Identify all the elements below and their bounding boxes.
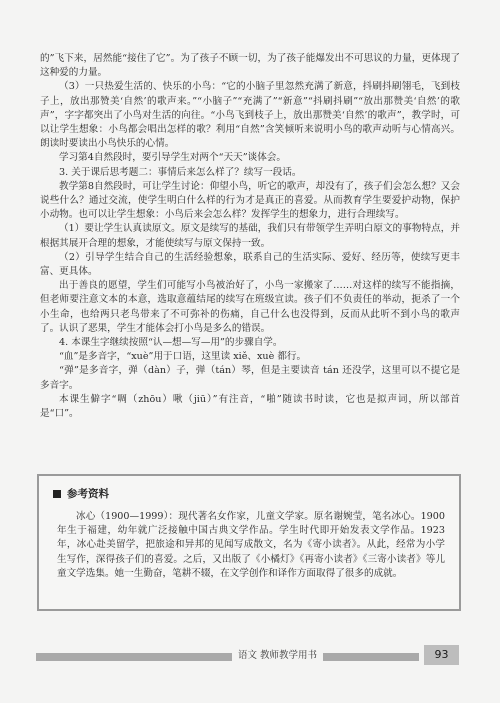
reference-paragraph: 冰心（1900—1999）：现代著名女作家，儿童文学家。原名谢婉莹，笔名冰心。1900年生于福建，幼年就广泛接触中国古典文学作品。学生时代即开始发表文学作品。1923年，冰心赴美留学，把旅途和异邦的见闻写成散文，名为《寄小读者》。从此，经常为小学生写作，深得孩子们的喜爱。之后，又出版了《小橘灯》《再寄小读者》《三寄小读者》等儿童文学选集。她一生勤奋，笔耕不辍，在文学创作和译作方面取得了很多的成就。 <box>57 511 445 579</box>
page-footer <box>36 649 460 663</box>
reference-heading <box>53 486 109 501</box>
paragraph-8: 出于善良的愿望，学生们可能写小鸟被治好了，小鸟一家搬家了……对这样的续写不能指摘，但老师要注意文本的本意，选取意蕴结尾的续写在班级宣读。孩子们不负责任的举动，扼杀了一个小生命，也给两只老鸟带来了不可弥补的伤痛，自己什么也没得到，反而从此听不到小鸟的歌声了。认识了恶果，学生才能体会打小鸟是多么的错误。 <box>40 280 460 334</box>
reference-text <box>57 510 445 581</box>
paragraph-6: （1）要让学生认真读原文。原文是续写的基础，我们只有带领学生弄明白原文的事物特点，并根据其展开合理的想象，才能使续写与原文保持一致。 <box>40 223 460 249</box>
paragraph-11: “弹”是多音字，弹（dàn）子，弹（tán）琴，但是主要读音 tán 还没学，这里可以不提它是多音字。 <box>40 365 460 391</box>
reference-heading-label: 参考资料 <box>67 488 109 500</box>
page-number: 93 <box>424 645 459 665</box>
footer-book-title: 语文 教师教学用书 <box>232 648 323 664</box>
paragraph-7: （2）引导学生结合自己的生活经验想象，联系自己的生活实际、爱好、经历等，使续写更丰富、更具体。 <box>40 251 460 278</box>
main-body-text <box>40 52 460 421</box>
paragraph-4: 3. 关于课后思考题二：事情后来怎么样了？续写一段话。 <box>59 166 302 178</box>
paragraph-1: 的”飞下来，居然能“接住了它”。为了孩子不顾一切，为了孩子能爆发出不可思议的力量，更体现了这种爱的力量。 <box>40 53 460 79</box>
paragraph-9: 4. 本课生字继续按照“认—想—写—用”的步骤自学。 <box>59 337 283 349</box>
paragraph-2: （3）一只热爱生活的、快乐的小鸟：“它的小脑子里忽然充满了新意，抖刷抖刷翎毛，飞到枝子上，放出那赞美‘自然’的歌声来。”“小脑子”“充满了”“新意”“抖刷抖刷”“放出那赞美‘自然’的歌声”，字字都突出了小鸟对生活的向往。“小鸟飞到枝子上，放出那赞美‘自然’的歌声”，教学时，可以让学生想象：小鸟都会唱出怎样的歌？利用“自然”含笑倾听来说明小鸟的歌声动听与心情高兴。朗读时要读出小鸟快乐的心情。 <box>40 81 460 150</box>
paragraph-10: “血”是多音字，“xuè”用于口语，这里读 xiě、xuè 都行。 <box>59 351 307 363</box>
paragraph-3: 学习第4自然段时，要引导学生对两个“天天”谈体会。 <box>59 152 286 164</box>
square-bullet-icon <box>53 490 61 498</box>
paragraph-5: 教学第8自然段时，可让学生讨论：仰望小鸟，听它的歌声，却没有了，孩子们会怎么想？又会说些什么？通过交流，使学生明白什么样的行为才是真正的喜爱。从而教育学生要爱护动物，保护小动物。也可以让学生想象：小鸟后来会怎么样？发挥学生的想象力，进行合理续写。 <box>40 180 460 221</box>
reference-box <box>37 474 461 611</box>
footer-bar <box>36 653 419 661</box>
paragraph-12: 本课生僻字“啁（zhōu）啾（jiū）”有注音，“啪”随读书时读，它也是拟声词，所以部首是“口”。 <box>40 393 460 420</box>
